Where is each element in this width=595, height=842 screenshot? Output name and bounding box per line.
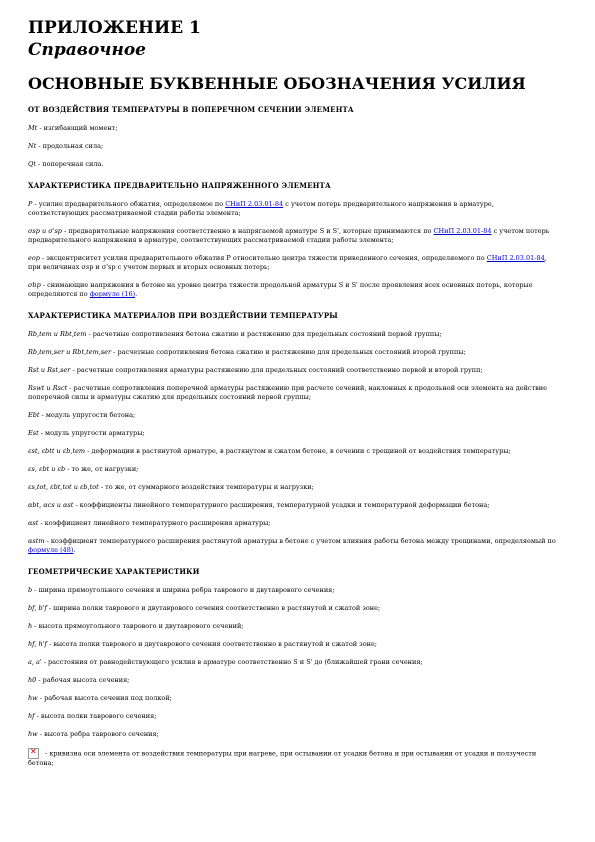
section-heading-geometry: ГЕОМЕТРИЧЕСКИЕ ХАРАКТЕРИСТИКИ — [28, 567, 200, 576]
list-item: αst - коэффициент линейного температурного расширения арматуры; — [28, 519, 271, 527]
snip-link[interactable]: СНиП 2.03.01-84 — [486, 254, 545, 262]
section-heading-temperature: ОТ ВОЗДЕЙСТВИЯ ТЕМПЕРАТУРЫ В ПОПЕРЕЧНОМ СЕЧЕНИИ ЭЛЕМЕНТА — [28, 105, 354, 114]
list-item: hf, h'f - высота полки таврового и двутаврового сечения соответственно в растянутой и сжатой зоне; — [28, 640, 377, 648]
snip-link[interactable]: СНиП 2.03.01-84 — [225, 200, 284, 208]
list-item: σbp - снимающие напряжения в бетоне на уровне центра тяжести продольной арматуры S и S' после проявления всех основных потерь, которые определяются по формуле (16). — [28, 281, 533, 298]
list-item: hw - рабочая высота сечения под полкой; — [28, 694, 172, 702]
section-heading-prestressed: ХАРАКТЕРИСТИКА ПРЕДВАРИТЕЛЬНО НАПРЯЖЕННОГО ЭЛЕМЕНТА — [28, 181, 331, 190]
list-item: Qt - поперечная сила. — [28, 160, 104, 168]
list-item: h - высота прямоугольного таврового и двутаврового сечений; — [28, 622, 244, 630]
list-item: Mt - изгибающий момент; — [28, 124, 118, 132]
list-item: εs,tot, εbt,tot и εb,tot - то же, от суммарного воздействия температуры и нагрузки; — [28, 483, 314, 491]
formula-48-link[interactable]: формуле (48) — [28, 546, 74, 554]
list-item: b - ширина прямоугольного сечения и ширина ребра таврового и двутаврового сечения; — [28, 586, 335, 594]
list-item: εst, εbtt и εb,tem - деформации в растянутой арматуре, в растянутом и сжатом бетоне, в сечении с трещиной от воздействия температуры; — [28, 447, 511, 455]
list-item: hw - высота ребра таврового сечения; — [28, 730, 159, 738]
list-item: Ebt - модуль упругости бетона; — [28, 411, 136, 419]
document-page — [28, 18, 556, 768]
list-item: Rb,tem,ser и Rbt,tem,ser - расчетные сопротивления бетона сжатию и растяжению для предельных состояний второй группы; — [28, 348, 466, 356]
appendix-heading: ПРИЛОЖЕНИЕ 1 — [28, 18, 201, 38]
list-item: αbt, αcs и αst - коэффициенты линейного температурного расширения, температурной усадки и температурной деформации бетона; — [28, 501, 490, 509]
list-item: Rswt и Rsct - расчетные сопротивления поперечной арматуры растяжению при расчете сечений, наклонных к продольной оси элемента на действие поперечной силы и арматуры сжатию для предельных состояний первой группы; — [28, 384, 547, 401]
snip-link[interactable]: СНиП 2.03.01-84 — [433, 227, 492, 235]
list-item: σsp и σ'sp - предварительные напряжения соответственно в напрягаемой арматуре S и S', которые принимаются по СНиП 2.03.01-84 с учетом потерь предварительного напряжения в арматуре, соответствующих рассматриваемой стадии работы элемента; — [28, 227, 550, 244]
list-item: ✕ - кривизна оси элемента от воздействия температуры при нагреве, при остывании от усадки бетона и при остывании от усадки и ползучести бетона; — [28, 748, 556, 768]
list-item: eop - эксцентриситет усилия предварительного обжатия P относительно центра тяжести приведенного сечения, определяемого по СНиП 2.03.01-84, при величинах σsp и σ'sp с учетом первых и вторых основных потерь; — [28, 254, 547, 271]
list-item: Rb,tem и Rbt,tem - расчетные сопротивления бетона сжатию и растяжению для предельных состояний первой группы; — [28, 330, 442, 338]
list-item: h0 - рабочая высота сечения; — [28, 676, 130, 684]
list-item: εs, εbt и εb - то же, от нагрузки; — [28, 465, 139, 473]
list-item: Nt - продольная сила; — [28, 142, 104, 150]
list-item: Rst и Rst,ser - расчетные сопротивления арматуры растяжению для предельных состояний соответственно первой и второй групп; — [28, 366, 483, 374]
list-item: bf, b'f - ширина полки таврового и двутаврового сечения соответственно в растянутой и сжатой зоне; — [28, 604, 381, 612]
page-title: ОСНОВНЫЕ БУКВЕННЫЕ ОБОЗНАЧЕНИЯ УСИЛИЯ — [28, 74, 526, 93]
list-item: a, a' - расстояния от равнодействующего усилия в арматуре соответственно S и S' до (ближайшей грани сечения; — [28, 658, 423, 666]
section-heading-materials: ХАРАКТЕРИСТИКА МАТЕРИАЛОВ ПРИ ВОЗДЕЙСТВИИ ТЕМПЕРАТУРЫ — [28, 311, 338, 320]
appendix-subtitle: Справочное — [28, 40, 146, 60]
list-item: hf - высота полки таврового сечения; — [28, 712, 157, 720]
list-item: P - усилие предварительного обжатия, определяемое по СНиП 2.03.01-84 с учетом потерь предварительного напряжения в арматуре, соответствующих рассматриваемой стадии работы элемента; — [28, 200, 494, 217]
broken-image-icon — [28, 748, 39, 759]
list-item: Est - модуль упругости арматуры; — [28, 429, 145, 437]
list-item: αstm - коэффициент температурного расширения растянутой арматуры в бетоне с учетом влияния работы бетона между трещинами, определяемый по формуле (48). — [28, 537, 556, 554]
formula-16-link[interactable]: формуле (16) — [89, 290, 136, 298]
